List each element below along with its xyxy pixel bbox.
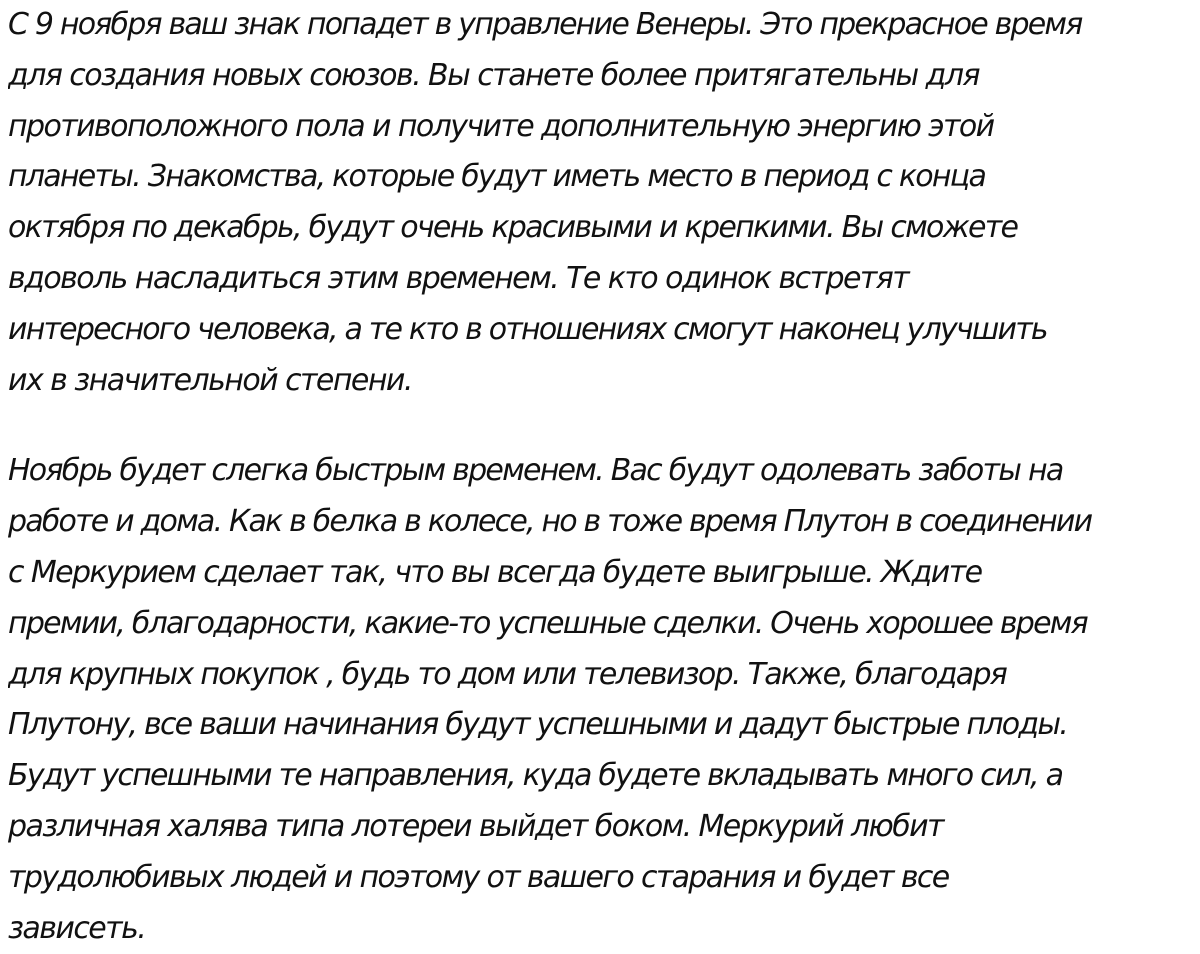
text-line: Будут успешными те направления, куда будете вкладывать много сил, а [8, 758, 1063, 794]
paragraph-november [8, 446, 1198, 954]
text-line: вдоволь насладиться этим временем. Те кто одинок встретят [8, 260, 909, 296]
text-line: С 9 ноября ваш знак попадет в управление Венеры. Это прекрасное время [8, 7, 1082, 42]
text-line: их в значительной степени. [8, 362, 412, 398]
text-line: трудолюбивых людей и поэтому от вашего старания и будет все [8, 859, 949, 895]
text-line: планеты. Знакомства, которые будут иметь место в период с конца [8, 159, 986, 195]
text-line: зависеть. [8, 910, 146, 946]
text-line: для создания новых союзов. Вы станете более притягательны для [8, 57, 979, 93]
text-line: Ноябрь будет слегка быстрым временем. Вас будут одолевать заботы на [8, 453, 1063, 489]
article-text [8, 0, 1198, 954]
text-line: работе и дома. Как в белка в колесе, но в тоже время Плутон в соединении [8, 504, 1092, 540]
text-line: интересного человека, а те кто в отношениях смогут наконец улучшить [8, 311, 1047, 347]
text-line: различная халява типа лотереи выйдет боком. Меркурий любит [8, 808, 943, 844]
text-line: Плутону, все ваши начинания будут успешными и дадут быстрые плоды. [8, 707, 1068, 743]
paragraph-venus [8, 0, 1198, 406]
text-line: премии, благодарности, какие-то успешные сделки. Очень хорошее время [8, 605, 1087, 641]
text-line: для крупных покупок , будь то дом или телевизор. Также, благодаря [8, 656, 1007, 692]
paragraph-spacer [8, 406, 1198, 446]
text-line: октября по декабрь, будут очень красивыми и крепкими. Вы сможете [8, 210, 1018, 246]
text-line: противоположного пола и получите дополнительную энергию этой [8, 108, 994, 144]
text-line: с Меркурием сделает так, что вы всегда будете выигрыше. Ждите [8, 554, 982, 590]
